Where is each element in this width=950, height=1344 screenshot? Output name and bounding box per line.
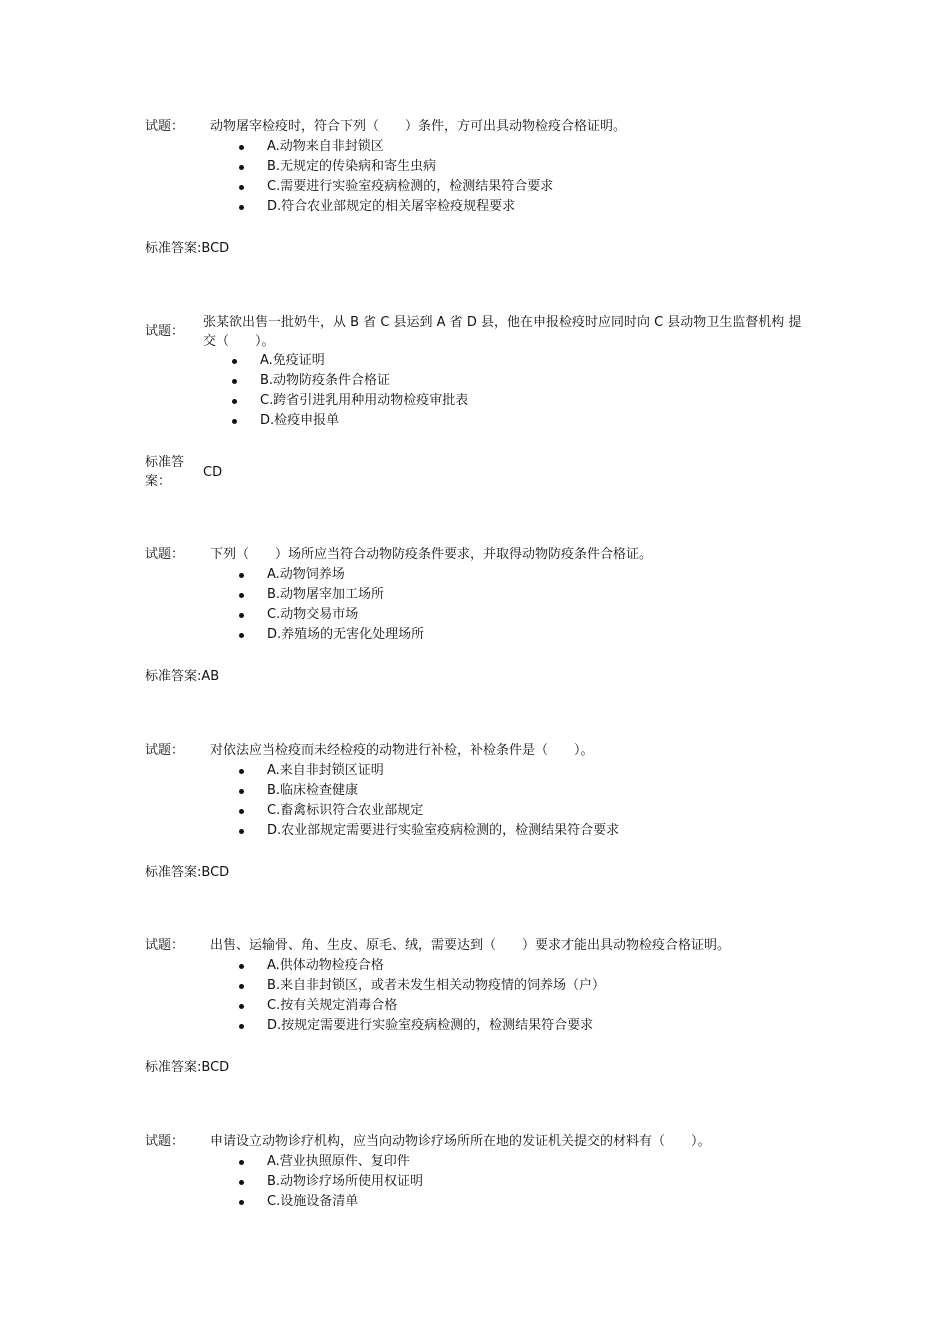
option-d: D.养殖场的无害化处理场所	[267, 625, 424, 645]
option-list	[267, 761, 619, 841]
bullet-icon	[239, 205, 244, 210]
question-label: 试题：	[145, 743, 185, 758]
question-5	[145, 936, 825, 1033]
bullet-icon	[239, 1160, 244, 1165]
option-a: A.营业执照原件、复印件	[267, 1152, 423, 1172]
answer-label: 标准答案	[145, 865, 198, 880]
option-d: D.检疫申报单	[260, 411, 468, 431]
bullet-icon	[239, 769, 244, 774]
option-c: C.按有关规定消毒合格	[267, 996, 605, 1016]
bullet-icon	[232, 359, 237, 364]
option-d: D.按规定需要进行实验室疫病检测的，检测结果符合要求	[267, 1016, 605, 1036]
question-text: 对依法应当检疫而未经检疫的动物进行补检，补检条件是（ ）。	[210, 743, 594, 758]
question-2	[145, 313, 825, 428]
option-a: A.动物来自非封锁区	[267, 137, 553, 157]
option-a: A.动物饲养场	[267, 565, 424, 585]
question-label: 试题：	[145, 938, 185, 953]
option-a: A.来自非封锁区证明	[267, 761, 619, 781]
bullet-icon	[239, 593, 244, 598]
option-b: B.动物屠宰加工场所	[267, 585, 424, 605]
option-list	[267, 565, 424, 645]
option-c: C.需要进行实验室疫病检测的，检测结果符合要求	[267, 177, 553, 197]
question-text: 申请设立动物诊疗机构，应当向动物诊疗场所所在地的发证机关提交的材料有（ ）。	[210, 1134, 711, 1149]
question-label: 试题：	[145, 1134, 185, 1149]
answer-3	[145, 667, 219, 687]
answer-5	[145, 1058, 229, 1078]
bullet-icon	[239, 185, 244, 190]
answer-value: :BCD	[197, 1060, 230, 1075]
question-text: 张某欲出售一批奶牛，从 B 省 C 县运到 A 省 D 县，他在申报检疫时应同时向 C 县动物卫生监督机构 提交（ ）。	[203, 315, 802, 349]
bullet-icon	[239, 1200, 244, 1205]
bullet-icon	[239, 1024, 244, 1029]
question-label: 试题：	[145, 324, 185, 339]
question-1	[145, 117, 825, 214]
bullet-icon	[239, 1180, 244, 1185]
answer-4	[145, 863, 229, 883]
answer-label: 标准答案：	[145, 455, 185, 489]
option-list	[267, 1152, 423, 1212]
bullet-icon	[239, 829, 244, 834]
option-a: A.免疫证明	[260, 351, 468, 371]
bullet-icon	[232, 399, 237, 404]
answer-label: 标准答案	[145, 669, 198, 684]
option-b: B.无规定的传染病和寄生虫病	[267, 157, 553, 177]
answer-value: :BCD	[197, 241, 230, 256]
option-a: A.供体动物检疫合格	[267, 956, 605, 976]
option-list	[260, 351, 468, 431]
option-d: D.农业部规定需要进行实验室疫病检测的，检测结果符合要求	[267, 821, 619, 841]
question-text: 下列（ ）场所应当符合动物防疫条件要求，并取得动物防疫条件合格证。	[210, 547, 653, 562]
answer-label: 标准答案	[145, 241, 198, 256]
answer-label: 标准答案	[145, 1060, 198, 1075]
option-list	[267, 137, 553, 217]
bullet-icon	[239, 984, 244, 989]
bullet-icon	[239, 1004, 244, 1009]
bullet-icon	[239, 964, 244, 969]
question-4	[145, 741, 825, 838]
bullet-icon	[239, 165, 244, 170]
question-label: 试题：	[145, 119, 185, 134]
answer-value: :AB	[197, 669, 220, 684]
option-c: C.动物交易市场	[267, 605, 424, 625]
question-text: 动物屠宰检疫时，符合下列（ ）条件，方可出具动物检疫合格证明。	[210, 119, 627, 134]
bullet-icon	[239, 145, 244, 150]
question-text: 出售、运输骨、角、生皮、原毛、绒，需要达到（ ）要求才能出具动物检疫合格证明。	[210, 938, 731, 953]
question-label: 试题：	[145, 547, 185, 562]
option-list	[267, 956, 605, 1036]
option-b: B.动物防疫条件合格证	[260, 371, 468, 391]
bullet-icon	[232, 419, 237, 424]
option-b: B.来自非封锁区，或者未发生相关动物疫情的饲养场（户）	[267, 976, 605, 996]
option-d: D.符合农业部规定的相关屠宰检疫规程要求	[267, 197, 553, 217]
answer-value: :BCD	[197, 865, 230, 880]
bullet-icon	[239, 633, 244, 638]
option-c: C.设施设备清单	[267, 1192, 423, 1212]
question-3	[145, 545, 825, 642]
option-b: B.临床检查健康	[267, 781, 619, 801]
bullet-icon	[239, 573, 244, 578]
option-c: C.跨省引进乳用种用动物检疫审批表	[260, 391, 468, 411]
option-b: B.动物诊疗场所使用权证明	[267, 1172, 423, 1192]
question-6	[145, 1132, 825, 1209]
bullet-icon	[239, 809, 244, 814]
answer-1	[145, 239, 229, 259]
answer-value: CD	[203, 465, 223, 480]
bullet-icon	[232, 379, 237, 384]
bullet-icon	[239, 789, 244, 794]
bullet-icon	[239, 613, 244, 618]
option-c: C.畜禽标识符合农业部规定	[267, 801, 619, 821]
